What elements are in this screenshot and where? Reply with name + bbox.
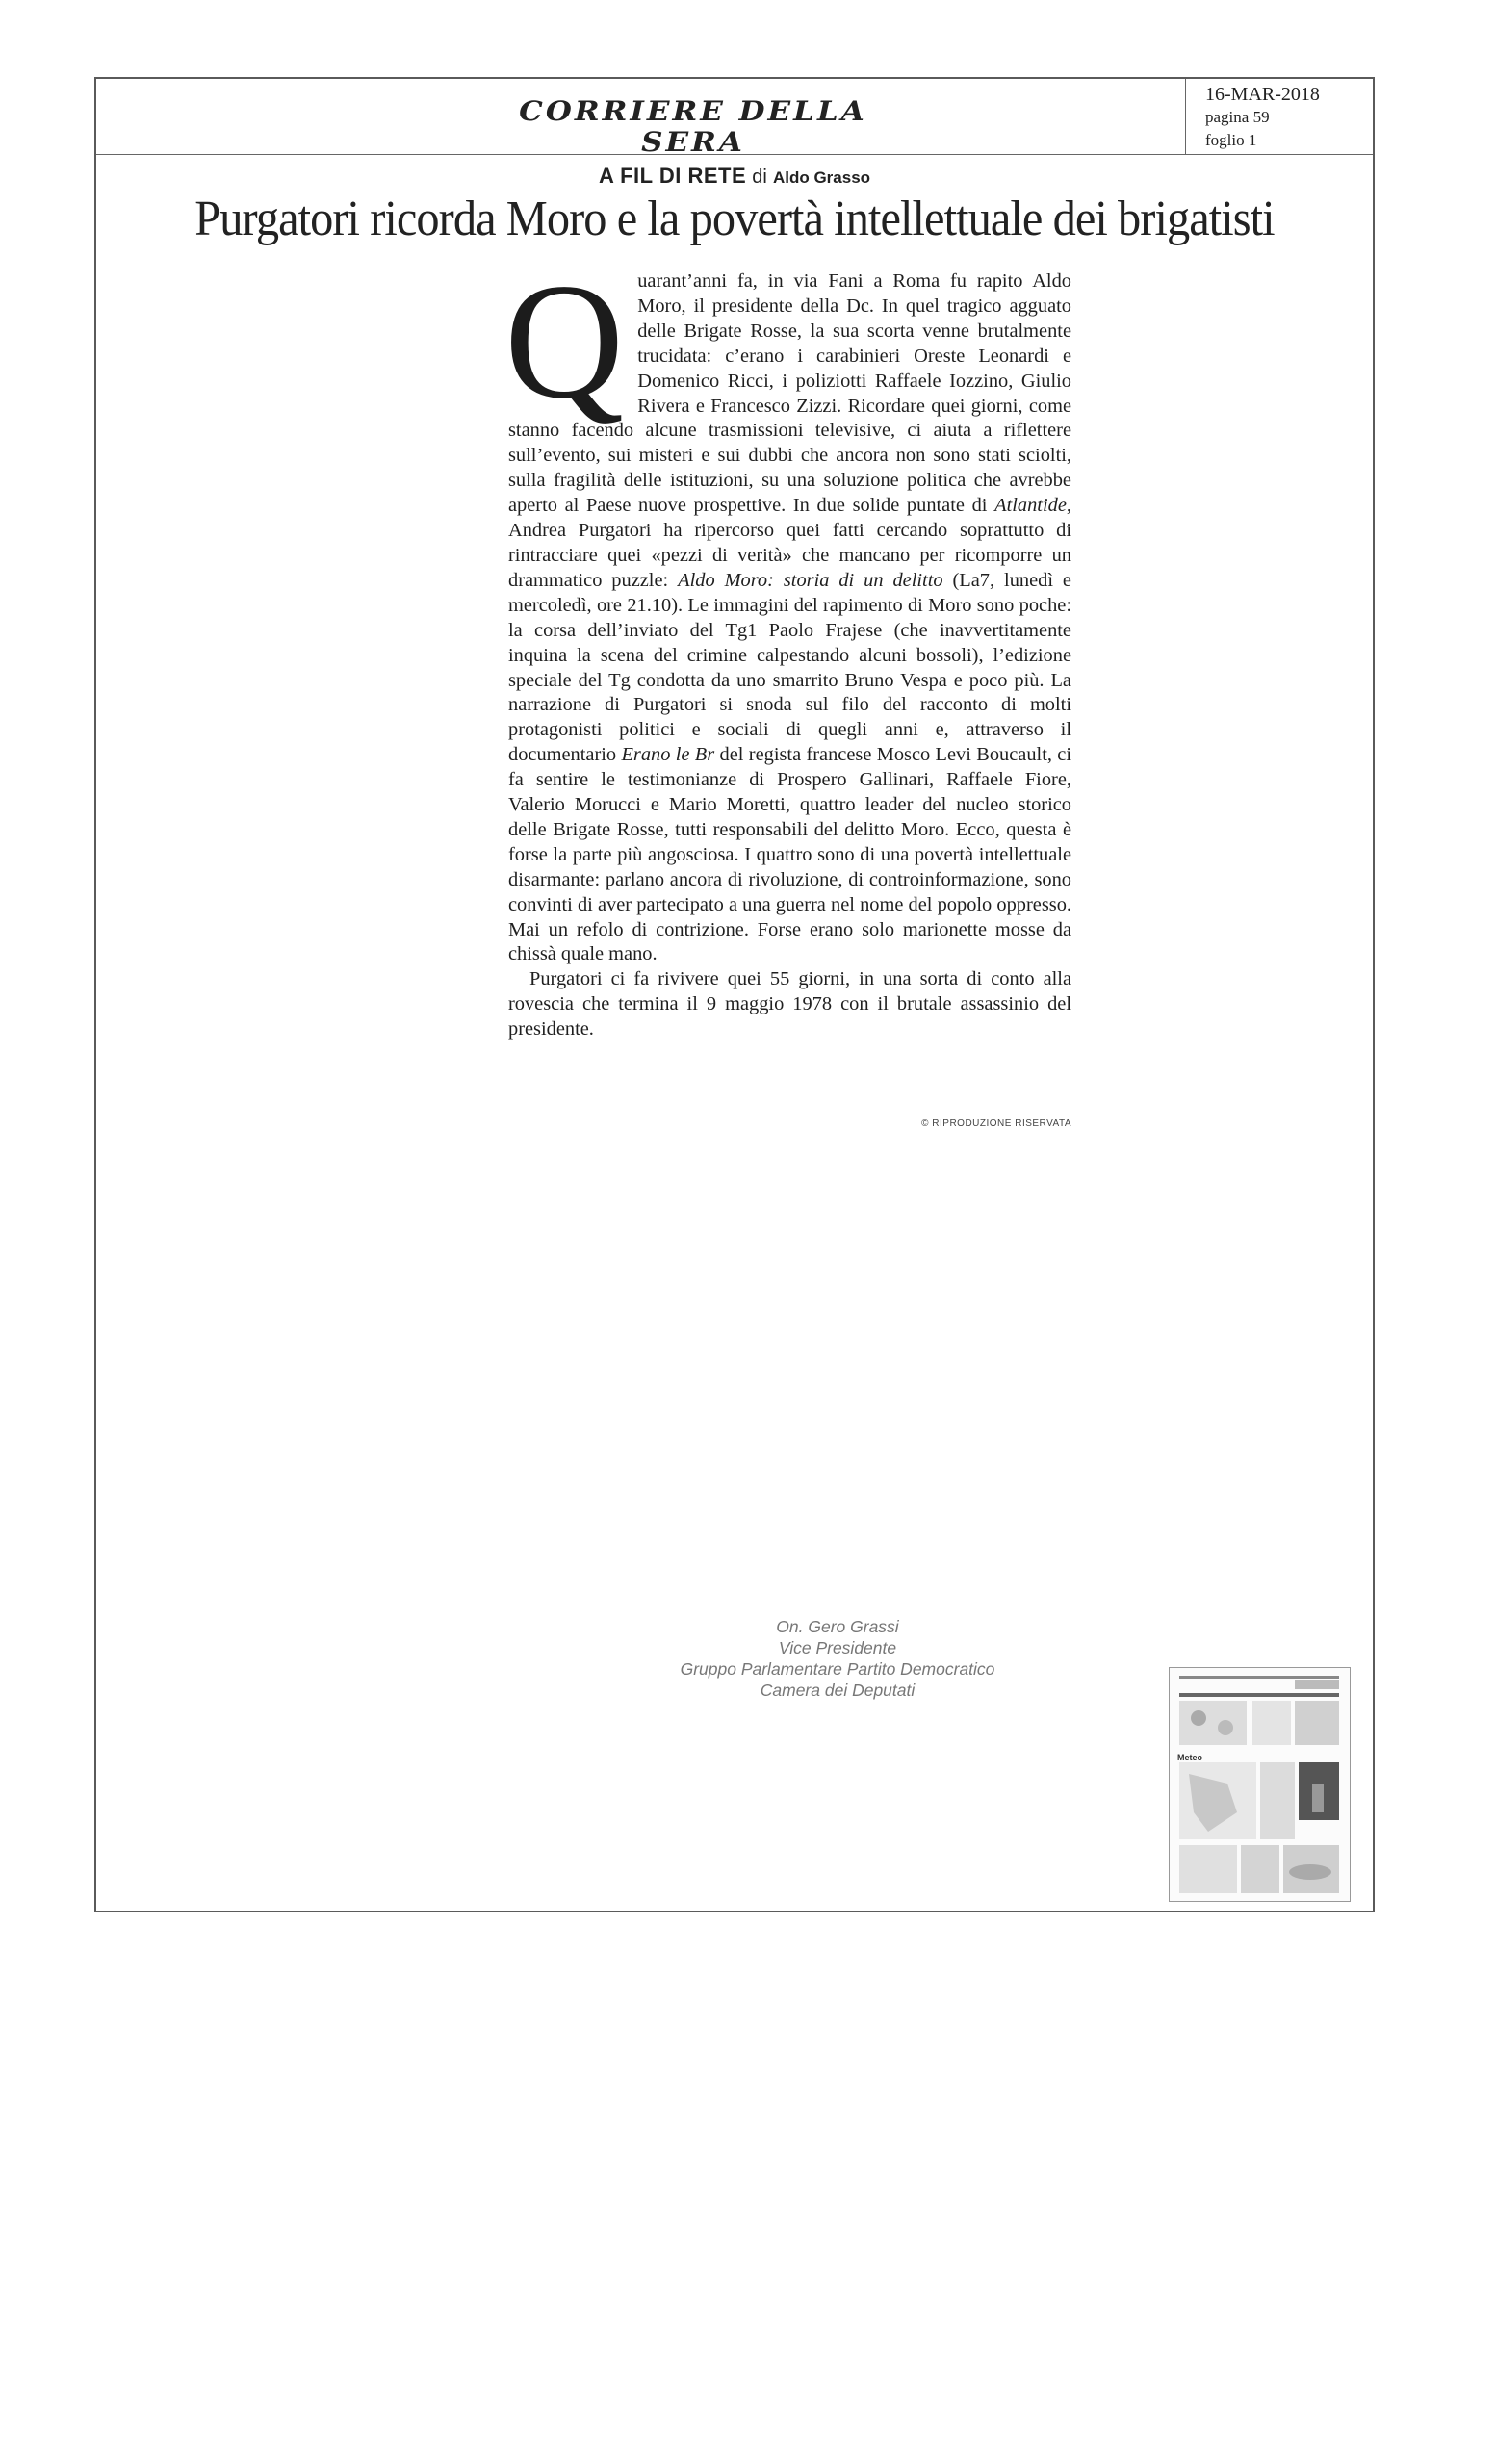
film-title: Erano le Br [621,744,715,766]
column-name: A FIL DI RETE [598,164,747,188]
article-body [504,250,1071,1042]
byline-author: Aldo Grasso [772,168,871,187]
article-paragraph: Purgatori ci fa rivivere quei 55 giorni, in una sorta di conto alla rovescia che termina il 9 maggio 1978 con il brutale assassinio del presidente. [508,968,1071,1040]
stamp-chamber: Camera dei Deputati [760,1681,916,1700]
article-headline: Purgatori ricorda Moro e la povertà intellettuale dei brigatisti [194,192,1275,246]
copyright-notice: © RIPRODUZIONE RISERVATA [921,1118,1071,1129]
clipping-frame [94,77,1375,1912]
drop-cap: Q [504,250,625,433]
sheet-number: foglio 1 [1205,131,1257,149]
article-paragraph: Quarant’anni fa, in via Fani a Roma fu rapito Aldo Moro, il presidente della Dc. In quel tragico agguato delle Brigate Rosse, la sua scorta venne brutalmente trucidata: c’erano i carabinieri Oreste Leonardi e Domenico Ricci, i poliziotti Raffaele Iozzino, Giulio Rivera e Francesco Zizzi. Ricordare quei giorni, come stanno facendo alcune trasmissioni televisive, ci aiuta a riflettere sull’evento, sui misteri e sui dubbi che ancora non sono stati sciolti, sulla fragilità delle istituzioni, su una soluzione politica che avrebbe aperto al Paese nuove prospettive. In due solide puntate di Atlantide, Andrea Purgatori ha ripercorso quei fatti cercando soprattutto di rintracciare quei «pezzi di verità» che mancano per ricomporre un drammatico puzzle: Aldo Moro: storia di un delitto (La7, lunedì e mercoledì, ore 21.10). Le immagini del rapimento di Moro sono poche: la corsa dell’inviato del Tg1 Paolo Frajese (che inavvertitamente inquina la scena del crimine calpestando alcuni bossoli), l’edizione speciale del Tg condotta da uno smarrito Bruno Vespa e poco più. La narrazione di Purgatori si snoda sul filo del racconto di molti protagonisti politici e sociali di quegli anni e, attraverso il documentario Erano le Br del regista francese Mosco Levi Boucault, ci fa sentire le testimonianze di Prospero Gallinari, Raffaele Fiore, Valerio Morucci e Mario Moretti, quattro leader del nucleo storico delle Brigate Rosse, tutti responsabili del delitto Moro. Ecco, questa è forse la parte più angosciosa. I quattro sono di una povertà intellettuale disarmante: parlano ancora di rivoluzione, di controinformazione, sono convinti di aver partecipato a una guerra nel nome del popolo oppresso. Mai un refolo di contrizione. Forse erano solo marionette mosse da chissà quale mano. [504,250,1071,965]
documentary-title: Aldo Moro: storia di un delitto [678,569,943,591]
thumbnail-label: Meteo [1177,1753,1203,1762]
newspaper-masthead: CORRIERE DELLA SERA [519,95,867,159]
stamp-group: Gruppo Parlamentare Partito Democratico [680,1659,995,1679]
thumbnail-layout [1170,1668,1349,1900]
deputy-stamp [558,1616,1117,1701]
publication-date: 16-MAR-2018 [1205,84,1320,105]
program-title: Atlantide [994,495,1067,517]
stamp-role: Vice Presidente [778,1638,897,1657]
page-thumbnail [1169,1667,1351,1902]
header-divider [96,154,1373,155]
byline-prefix: di [752,167,767,188]
page-number: pagina 59 [1205,108,1270,126]
column-kicker [96,164,1373,189]
date-box [1185,79,1375,154]
stamp-name: On. Gero Grassi [776,1617,899,1636]
